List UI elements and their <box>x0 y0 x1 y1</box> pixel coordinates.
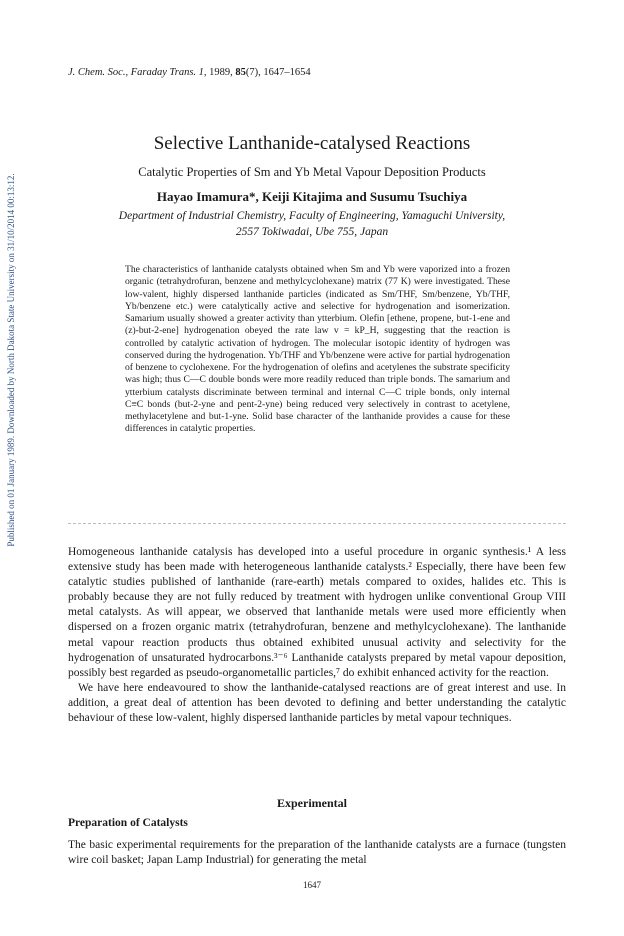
affiliation <box>60 208 564 240</box>
introduction <box>68 545 566 726</box>
citation-volume: 85 <box>235 67 246 78</box>
experimental-paragraph: The basic experimental requirements for the preparation of the lanthanide catalysts are a furnace (tungsten wire coil basket; Japan Lamp Industrial) for generating the metal <box>68 839 566 867</box>
abstract-divider <box>68 523 566 524</box>
affiliation-line-1: Department of Industrial Chemistry, Faculty of Engineering, Yamaguchi University, <box>118 210 506 222</box>
subsection-heading: Preparation of Catalysts <box>68 817 188 829</box>
section-heading-experimental: Experimental <box>277 796 347 810</box>
intro-paragraph: We have here endeavoured to show the lanthanide-catalysed reactions are of great interest and use. In addition, a great deal of attention has been devoted to defining and better understanding the catalytic behaviour of these low-valent, highly dispersed lanthanide particles by metal vapour techniques. <box>68 681 566 725</box>
citation-year: 1989, <box>206 67 236 78</box>
citation-issue-pages: (7), 1647–1654 <box>245 67 311 78</box>
abstract <box>125 264 510 436</box>
journal-name: J. Chem. Soc., Faraday Trans. 1, <box>68 67 207 78</box>
article-subtitle: Catalytic Properties of Sm and Yb Metal Vapour Deposition Products <box>138 165 486 179</box>
abstract-text: The characteristics of lanthanide catalysts obtained when Sm and Yb were vaporized into a frozen organic (tetrahydrofuran, benzene and methylcyclohexane) matrix (77 K) were investigated. These low-valent, highly dispersed lanthanide particles (indicated as Sm/THF, Sm/benzene, Yb/THF, Yb/benzene etc.) were catalytically active and selective for hydrogenation and isomerization. Samarium usually showed a greater activity than ytterbium. Olefin [ethene, propene, but-1-ene and (z)-but-2-ene] hydrogenation obeyed the rate law v = kP_H, suggesting that the reaction is controlled by catalytic activation of hydrogen. The molecular isotopic identity of hydrogen was conserved during the hydrogenation. Yb/THF and Yb/benzene were active for partial hydrogenation of benzene to cyclohexene. For the hydrogenation of olefins and acetylenes the substrate specificity was high; thus C—C double bonds were more readily reduced than triple bonds. The samarium and ytterbium catalysts discriminate between terminal and internal C—C triple bonds, only internal C≡C bonds (but-2-yne and pent-2-yne) being reduced very selectively in contrast to acetylene, methylacetylene and but-1-yne. Solid base character of the lanthanide provides a cause for these differences in catalytic properties. <box>125 264 510 435</box>
affiliation-line-2: 2557 Tokiwadai, Ube 755, Japan <box>235 226 389 238</box>
intro-paragraph: Homogeneous lanthanide catalysis has developed into a useful procedure in organic synthesis.¹ A less extensive study has been made with heterogeneous lanthanide catalysts.² Especially, there have been few catalytic studies published of lanthanide (rare-earth) metals compared to oxides, halides etc. This is probably because they are not fully reduced by treatment with hydrogen unlike conventional Group VIII metal catalysts. As will appear, we observed that lanthanide metals were used more efficiently when dispersed on a frozen organic matrix (tetrahydrofuran, benzene and methylcyclohexane). The lanthanide metal vapour reaction products thus obtained exhibited unusual activity and selectivity for the hydrogenation of unsaturated hydrocarbons.³⁻⁶ Lanthanide catalysts prepared by metal vapour deposition, possibly best regarded as pseudo-organometallic particles,⁷ do exhibit enhanced activity for the reaction. <box>68 546 566 679</box>
experimental-body <box>68 838 566 868</box>
author-list: Hayao Imamura*, Keiji Kitajima and Susumu Tsuchiya <box>156 189 468 204</box>
publication-stamp-text: Published on 01 January 1989. Downloaded by North Dakota State University on 31/10/2014 00:13:12. <box>6 173 16 547</box>
journal-citation <box>68 67 311 78</box>
article-title: Selective Lanthanide-catalysed Reactions <box>153 133 471 154</box>
page-number: 1647 <box>303 880 321 890</box>
